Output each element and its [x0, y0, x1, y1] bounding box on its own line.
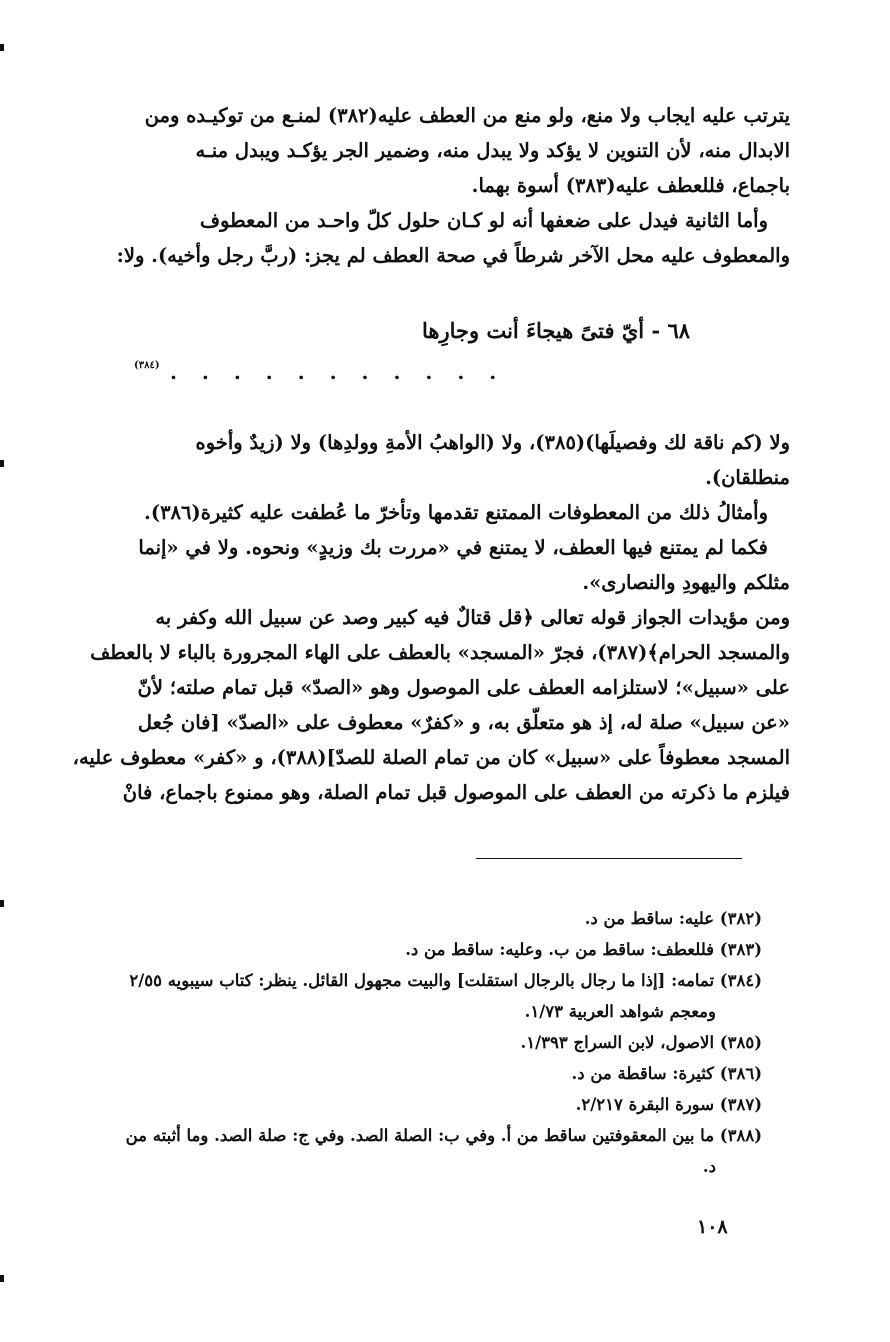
text-line: فيلزم ما ذكرته من العطف على الموصول قبل تمام الصلة، وهو ممنوع باجماع، فانْ [122, 781, 790, 804]
footnote: (٣٨٧) سورة البقرة ٢/٢١٧. [575, 1095, 762, 1114]
text-line: الابدال منه، لأن التنوين لا يؤكد ولا يبدل منه، وضمير الجر يؤكـد ويبدل منـه [195, 139, 790, 162]
text-line: باجماع، فللعطف عليه(٣٨٣) أسوة بهما. [471, 174, 790, 197]
text-line: والمسجد الحرام﴾(٣٨٧)، فجرّ «المسجد» بالعطف على الهاء المجرورة بالباء لا بالعطف [90, 641, 790, 664]
footnote-continuation: د. [702, 1157, 716, 1176]
text-line: وأما الثانية فيدل على ضعفها أنه لو كـان حلول كلّ واحـد من المعطوف [199, 209, 768, 232]
text-line: ومن مؤيدات الجواز قوله تعالى ﴿قل قتالٌ فيه كبير وصد عن سبيل الله وكفر به [155, 606, 790, 629]
footnote-continuation: ومعجم شواهد العربية ١/٧٣. [524, 1002, 716, 1021]
scan-mark [0, 900, 4, 907]
text-line: المسجد معطوفاً على «سبيل» كان من تمام الصلة للصدّ](٣٨٨)، و «كفر» معطوف عليه، [72, 746, 790, 769]
footnote: (٣٨٥) الاصول، لابن السراج ١/٣٩٣. [520, 1033, 762, 1052]
verse-footnote-ref: (٣٨٤) [134, 360, 160, 371]
page-number: ١٠٨ [697, 1216, 728, 1238]
scan-mark [0, 1275, 4, 1282]
main-text-block-2 [38, 425, 790, 810]
text-line: يترتب عليه ايجاب ولا منع، ولو منع من العطف عليه(٣٨٢) لمنـع من توكيـده ومن [144, 104, 790, 127]
text-line: فكما لم يمتنع فيها العطف، لا يمتنع في «مررت بك وزيدٍ» ونحوه. ولا في «إنما [138, 536, 768, 559]
verse-line: ٦٨ - أيّ فتىً هيجاءَ أنت وجارِها [422, 318, 690, 343]
footnote: (٣٨٨) ما بين المعقوفتين ساقط من أ. وفي ب: الصلة الصد. وفي ج: صلة الصد. وما أثبته من [125, 1126, 762, 1145]
scan-mark [0, 460, 4, 467]
footnote: (٣٨٢) عليه: ساقط من د. [584, 909, 762, 928]
footnote: (٣٨٤) تمامه: [إذا ما رجال بالرجال استقلت] والبيت مجهول القائل. ينظر: كتاب سيبويه ٢/٥٥ [129, 971, 762, 990]
footnote: (٣٨٦) كثيرة: ساقطة من د. [571, 1064, 762, 1083]
footnote: (٣٨٣) فللعطف: ساقط من ب. وعليه: ساقط من د. [405, 940, 762, 959]
text-line: ولا (كم ناقة لك وفصيلَها)(٣٨٥)، ولا (الواهبُ الأمةِ وولدِها) ولا (زيدٌ وأخوه [195, 431, 790, 454]
text-line: والمعطوف عليه محل الآخر شرطاً في صحة العطف لم يجز: (ربَّ رجل وأخيه). ولا: [116, 244, 790, 267]
footnotes [34, 903, 762, 1182]
text-line: وأمثالُ ذلك من المعطوفات الممتنع تقدمها وتأخرّ ما عُطفت عليه كثيرة(٣٨٦). [144, 501, 768, 524]
text-line: منطلقان). [705, 466, 790, 489]
footnote-separator [476, 858, 742, 859]
text-line: على «سبيل»؛ لاستلزامه العطف على الموصول وهو «الصدّ» قبل تمام صلته؛ لأنّ [137, 676, 790, 699]
scan-mark [0, 44, 4, 51]
text-line: مثلكم واليهودِ والنصارى». [582, 571, 790, 594]
main-text-block-1 [38, 98, 790, 273]
text-line: «عن سبيل» صلة له، إذ هو متعلّق به، و «كفرٌ» معطوف على «الصدّ» [فان جُعل [137, 711, 790, 734]
verse-dots: . . . . . . . . . . . [170, 360, 506, 384]
